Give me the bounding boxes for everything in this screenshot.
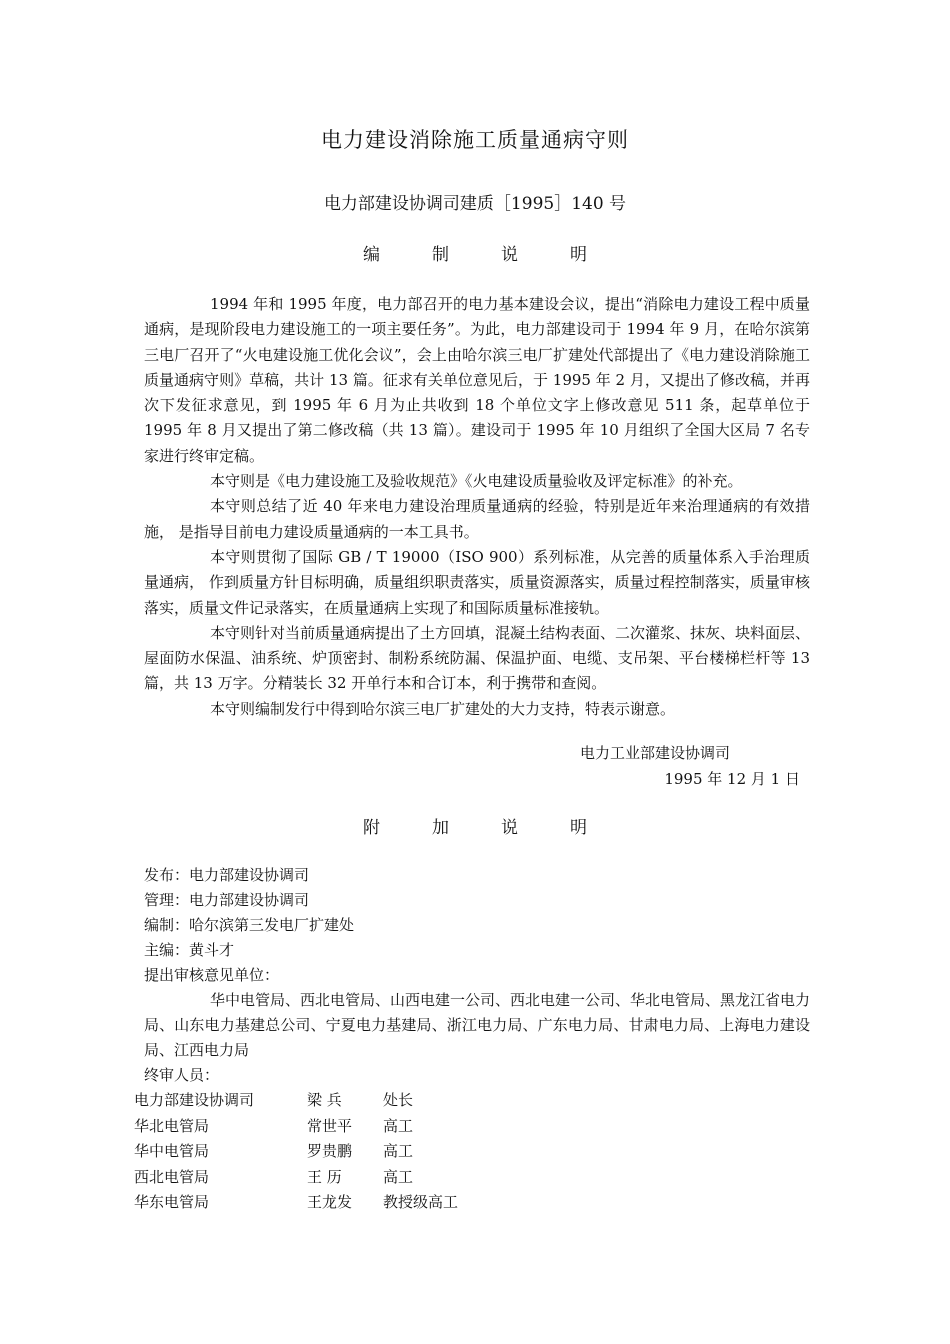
final-reviewers-label: 终审人员： [144, 1066, 220, 1084]
review-units-list: 华中电管局、西北电管局、山西电建一公司、西北电建一公司、华北电管局、黑龙江省电力局、山东电力基建总公司、宁夏电力基建局、浙江电力局、广东电力局、甘肃电力局、上海电力建设局、江西电力局 [144, 991, 811, 1059]
additional-notes [144, 863, 810, 1088]
reviewer-title: 高工 [383, 1142, 414, 1160]
reviewer-name: 罗贵鹏 [307, 1142, 353, 1160]
manager-line: 管理：电力部建设协调司 [144, 891, 310, 909]
heading-char: 明 [570, 818, 587, 838]
table-row [134, 1088, 503, 1114]
document-title: 电力建设消除施工质量通病守则 [321, 128, 629, 152]
reviewer-unit: 华东电管局 [134, 1193, 210, 1211]
heading-char: 加 [432, 818, 449, 838]
chief-editor-line: 主编：黄斗才 [144, 941, 235, 959]
section-heading-compilation-notes [0, 240, 950, 265]
review-units-label: 提出审核意见单位： [144, 966, 280, 984]
reviewer-title: 高工 [383, 1116, 414, 1135]
paragraph: 本守则编制发行中得到哈尔滨三电厂扩建处的大力支持，特表示谢意。 [210, 699, 676, 718]
publisher-line: 发布：电力部建设协调司 [144, 866, 310, 884]
heading-char: 说 [501, 245, 518, 265]
reviewer-unit: 华北电管局 [134, 1116, 210, 1135]
heading-char: 说 [501, 818, 518, 838]
paragraph: 本守则贯彻了国际 GB / T 19000（ISO 900）系列标准，从完善的质量体系入手治理质量通病， 作到质量方针目标明确，质量组织职责落实，质量资源落实，质量过程控制落实，质量审核落实，质量文件记录落实，在质量通病上实现了和国际质量标准接轨。 [144, 547, 810, 617]
signature-block [144, 740, 800, 792]
heading-char: 制 [432, 245, 449, 265]
reviewer-name: 王龙发 [307, 1193, 353, 1211]
reviewer-name: 常世平 [307, 1116, 353, 1135]
section-heading-additional-notes [0, 813, 950, 838]
reviewer-name: 王 历 [307, 1167, 342, 1186]
paragraph: 1994 年和 1995 年度，电力部召开的电力基本建设会议，提出“消除电力建设工程中质量通病，是现阶段电力建设施工的一项主要任务”。为此，电力部建设司于 1994 年 9 月，在哈尔滨第三电厂召开了“火电建设施工优化会议”，会上由哈尔滨三电厂扩建处代部提出了《电力建设消除施工质量通病守则》草稿，共计 13 篇。征求有关单位意见后，于 1995 年 2 月，又提出了修改稿，并再次下发征求意见，到 1995 年 6 月为止共收到 18 个单位文字上修改意见 511 条，起草单位于 1995 年 8 月又提出了第二修改稿（共 13 篇）。建设司于 1995 年 10 月组织了全国大区局 7 名专家进行终审定稿。 [144, 295, 810, 465]
document-subtitle: 电力部建设协调司建质［1995］140 号 [323, 194, 627, 214]
reviewer-unit: 电力部建设协调司 [134, 1091, 255, 1109]
reviewer-unit: 华中电管局 [134, 1142, 210, 1160]
compilation-notes-body [144, 292, 810, 722]
paragraph: 本守则是《电力建设施工及验收规范》《火电建设质量验收及评定标准》的补充。 [210, 472, 743, 491]
table-row [134, 1165, 503, 1191]
compiler-line: 编制：哈尔滨第三发电厂扩建处 [144, 916, 355, 934]
reviewer-title: 高工 [383, 1167, 414, 1186]
heading-char: 明 [570, 245, 587, 265]
reviewer-title: 处长 [383, 1091, 414, 1109]
signature-date: 1995 年 12 月 1 日 [664, 770, 800, 788]
table-row [134, 1190, 503, 1216]
table-row [134, 1139, 503, 1165]
paragraph: 本守则针对当前质量通病提出了土方回填，混凝土结构表面、二次灌浆、抹灰、块料面层、屋面防水保温、油系统、炉顶密封、制粉系统防漏、保温护面、电缆、支吊架、平台楼梯栏杆等 13 篇，共 13 万字。分精装长 32 开单行本和合订本，利于携带和查阅。 [144, 623, 811, 693]
signature-org: 电力工业部建设协调司 [580, 744, 731, 762]
table-row [134, 1114, 503, 1140]
heading-char: 附 [363, 818, 380, 838]
heading-char: 编 [363, 245, 380, 265]
reviewer-title: 教授级高工 [383, 1193, 459, 1211]
reviewer-name: 梁 兵 [307, 1091, 342, 1109]
final-reviewers-table [134, 1088, 503, 1216]
reviewer-unit: 西北电管局 [134, 1167, 210, 1186]
paragraph: 本守则总结了近 40 年来电力建设治理质量通病的经验，特别是近年来治理通病的有效措施， 是指导目前电力建设质量通病的一本工具书。 [144, 497, 810, 541]
